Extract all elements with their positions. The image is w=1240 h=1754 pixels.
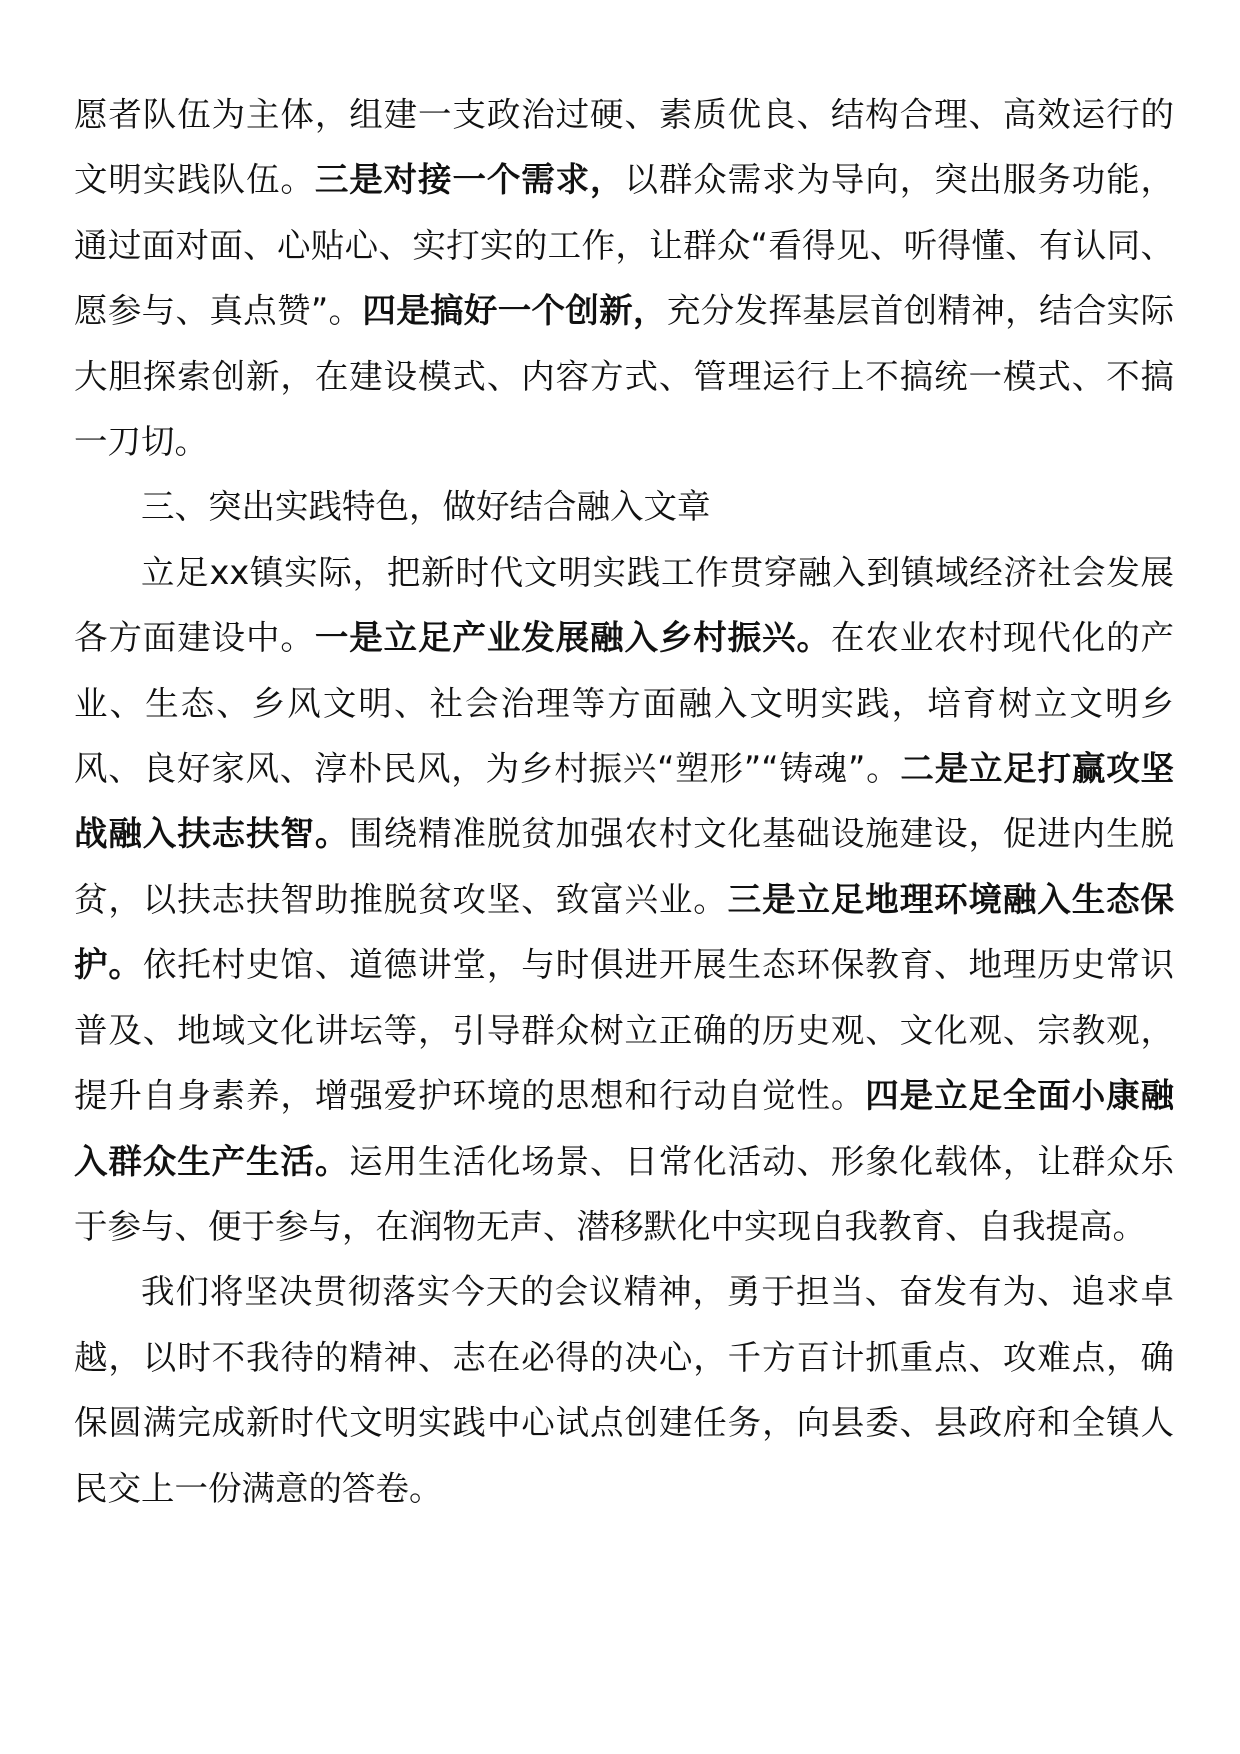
bold-heading-poverty-alleviation: 二是立足打赢攻坚战融入扶志扶智。	[74, 749, 1175, 854]
paragraph-conclusion	[74, 1259, 1174, 1521]
text-segment: 立足xx镇实际，把新时代文明实践工作贯穿融入到镇域经济社会发展各方面建设中。	[74, 552, 1174, 658]
text-segment: 愿者队伍为主体，组建一支政治过硬、素质优良、结构合理、高效运行的文明实践队伍。	[74, 95, 1174, 200]
text-segment: 依托村史馆、道德讲堂，与时俱进开展生态环保教育、地理历史常识普及、地域文化讲坛等，引导群众树立正确的历史观、文化观、宗教观，提升自身素养，增强爱护环境的思想和行动自觉性。	[74, 945, 1175, 1116]
text-segment: 运用生活化场景、日常化活动、形象化载体，让群众乐于参与、便于参与，在润物无声、潜移默化中实现自我教育、自我提高。	[74, 1141, 1175, 1246]
paragraph-volunteer-team	[74, 82, 1174, 474]
bold-heading-ecology: 三是立足地理环境融入生态保护。	[74, 879, 1175, 985]
bold-heading-innovation: 四是搞好一个创新，	[362, 291, 667, 331]
section-heading-three	[74, 474, 1174, 539]
bold-heading-prosperity: 四是立足全面小康融入群众生产生活。	[74, 1076, 1175, 1181]
text-segment: 我们将坚决贯彻落实今天的会议精神，勇于担当、奋发有为、追求卓越，以时不我待的精神、志在必得的决心，千方百计抓重点、攻难点，确保圆满完成新时代文明实践中心试点创建任务，向县委、县政府和全镇人民交上一份满意的答卷。	[74, 1272, 1174, 1508]
text-segment: 充分发挥基层首创精神，结合实际大胆探索创新，在建设模式、内容方式、管理运行上不搞统一模式、不搞一刀切。	[74, 291, 1175, 462]
section-heading-text: 三、突出实践特色，做好结合融入文章	[141, 487, 711, 527]
bold-heading-needs: 三是对接一个需求，	[314, 160, 625, 200]
paragraph-practice-integration	[74, 540, 1174, 1259]
text-segment: 围绕精准脱贫加强农村文化基础设施建设，促进内生脱贫，以扶志扶智助推脱贫攻坚、致富兴业。	[74, 814, 1175, 919]
bold-heading-rural-revitalization: 一是立足产业发展融入乡村振兴。	[314, 618, 831, 658]
document-body	[74, 82, 1174, 1521]
text-segment: 在农业农村现代化的产业、生态、乡风文明、社会治理等方面融入文明实践，培育树立文明乡风、良好家风、淳朴民风，为乡村振兴“塑形”“铸魂”。	[74, 618, 1175, 789]
text-segment: 以群众需求为导向，突出服务功能，通过面对面、心贴心、实打实的工作，让群众“看得见、听得懂、有认同、愿参与、真点赞”。	[74, 160, 1175, 331]
